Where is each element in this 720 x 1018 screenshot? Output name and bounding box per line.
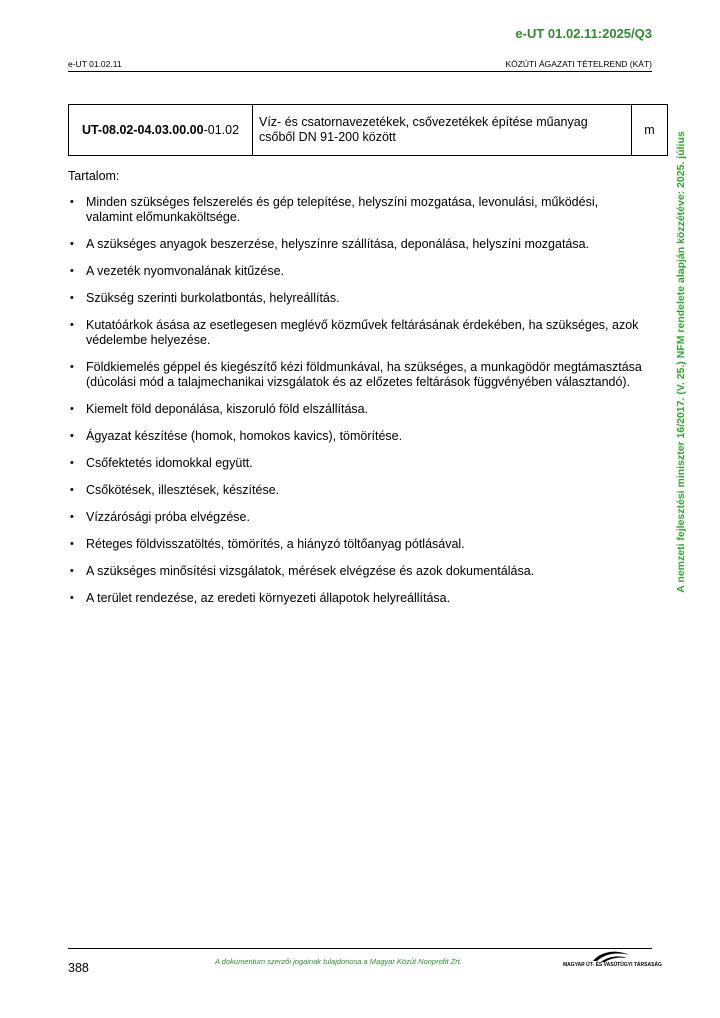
- bullet-icon: •: [70, 430, 74, 442]
- content-item-text: Földkiemelés géppel és kiegészítő kézi földmunkával, ha szükséges, a munkagödör megtámasztása (dúcolási mód a talajmechanikai vizsgálatok és az előzetes feltárások függvényében választandó).: [86, 360, 642, 389]
- content-item-text: Kutatóárkok ásása az esetlegesen meglévő közművek feltárásának érdekében, ha szükséges, azok védelembe helyezése.: [86, 318, 639, 347]
- content-list-item: [68, 456, 648, 471]
- copyright-notice: A dokumentum szerzői jogainak tulajdonosa a Magyar Közút Nonprofit Zrt.: [215, 957, 462, 966]
- header-left-text: e-UT 01.02.11: [68, 59, 122, 69]
- bullet-icon: •: [70, 592, 74, 604]
- running-header: [68, 58, 652, 72]
- content-item-text: Minden szükséges felszerelés és gép telepítése, helyszíni mozgatása, levonulási, működési, valamint előmunkaköltsége.: [86, 195, 599, 224]
- content-item-text: Ágyazat készítése (homok, homokos kavics), tömörítése.: [86, 429, 403, 443]
- content-list-item: [68, 264, 648, 279]
- content-item-text: Vízzárósági próba elvégzése.: [86, 510, 250, 524]
- content-list: [68, 195, 648, 618]
- bullet-icon: •: [70, 319, 74, 331]
- item-description: Víz- és csatornavezetékek, csővezetékek építése műanyag csőből DN 91-200 között: [253, 105, 632, 156]
- publisher-logo: [563, 950, 662, 972]
- content-item-text: Csőkötések, illesztések, készítése.: [86, 483, 280, 497]
- content-item-text: A szükséges minősítési vizsgálatok, mérések elvégzése és azok dokumentálása.: [86, 564, 535, 578]
- content-item-text: Szükség szerinti burkolatbontás, helyreállítás.: [86, 291, 340, 305]
- item-table: [68, 104, 668, 156]
- page-number: 388: [68, 961, 89, 975]
- content-list-item: [68, 237, 648, 252]
- content-list-item: [68, 429, 648, 444]
- side-watermark: [669, 94, 693, 630]
- bullet-icon: •: [70, 292, 74, 304]
- bullet-icon: •: [70, 565, 74, 577]
- content-list-item: [68, 402, 648, 417]
- content-list-item: [68, 195, 648, 225]
- content-item-text: A vezeték nyomvonalának kitűzése.: [86, 264, 285, 278]
- item-unit: m: [632, 105, 668, 156]
- item-code-suffix: -01.02: [203, 123, 240, 137]
- header-right-text: KÖZÚTI ÁGAZATI TÉTELREND (KÁT): [505, 59, 652, 69]
- content-item-text: Kiemelt föld deponálása, kiszoruló föld elszállítása.: [86, 402, 369, 416]
- content-label: Tartalom:: [68, 169, 120, 183]
- content-list-item: [68, 564, 648, 579]
- watermark-text: A nemzeti fejlesztési miniszter 16/2017. (V. 25.) NFM rendelete alapján közzétéve: 2025. július: [675, 131, 687, 593]
- bullet-icon: •: [70, 403, 74, 415]
- content-list-item: [68, 537, 648, 552]
- bullet-icon: •: [70, 457, 74, 469]
- bullet-icon: •: [70, 196, 74, 208]
- content-list-item: [68, 591, 648, 606]
- bullet-icon: •: [70, 238, 74, 250]
- bullet-icon: •: [70, 265, 74, 277]
- item-code-cell: [69, 105, 253, 156]
- content-item-text: A terület rendezése, az eredeti környezeti állapotok helyreállítása.: [86, 591, 451, 605]
- content-list-item: [68, 483, 648, 498]
- content-item-text: Réteges földvisszatöltés, tömörítés, a hiányzó töltőanyag pótlásával.: [86, 537, 465, 551]
- content-list-item: [68, 360, 648, 390]
- footer-rule: [68, 948, 652, 949]
- bullet-icon: •: [70, 484, 74, 496]
- document-id: e-UT 01.02.11:2025/Q3: [515, 26, 652, 41]
- bullet-icon: •: [70, 361, 74, 373]
- item-row: [69, 105, 668, 156]
- publisher-name: MAGYAR ÚT- ÉS VASÚTÜGYI TÁRSASÁG: [563, 962, 662, 968]
- bullet-icon: •: [70, 538, 74, 550]
- content-list-item: [68, 318, 648, 348]
- bullet-icon: •: [70, 511, 74, 523]
- content-item-text: Csőfektetés idomokkal együtt.: [86, 456, 253, 470]
- content-item-text: A szükséges anyagok beszerzése, helyszínre szállítása, deponálása, helyszíni mozgatása.: [86, 237, 590, 251]
- content-list-item: [68, 510, 648, 525]
- item-code: UT-08.02-04.03.00.00: [81, 123, 204, 137]
- content-list-item: [68, 291, 648, 306]
